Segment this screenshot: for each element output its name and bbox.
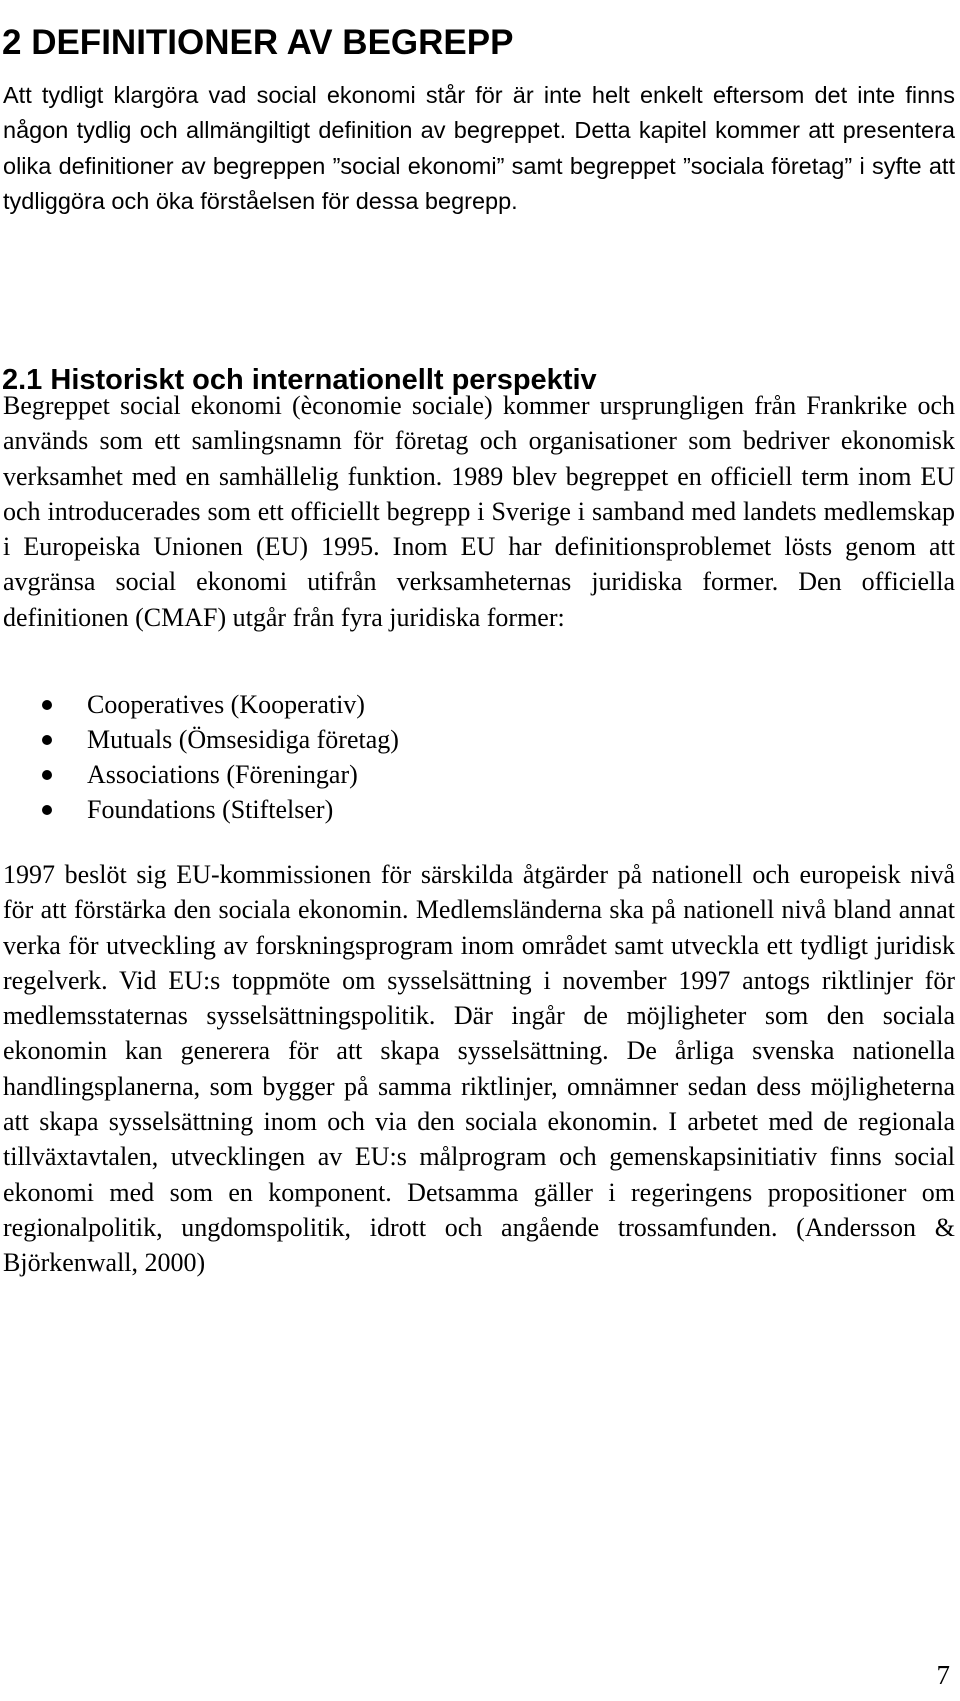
bullet-icon [42, 770, 52, 780]
section-paragraph-1: Begreppet social ekonomi (èconomie sociale) kommer ursprungligen från Frankrike och används som ett samlingsnamn för företag och organisationer som bedriver ekonomisk verksamhet med en samhällelig funktion. 1989 blev begreppet en officiell term inom EU och introducerades som ett officiellt begrepp i Sverige i samband med landets medlemskap i Europeiska Unionen (EU) 1995. Inom EU har definitionsproblemet lösts genom att avgränsa social ekonomi utifrån verksamheternas juridiska former. Den officiella definitionen (CMAF) utgår från fyra juridiska former: [3, 391, 955, 632]
chapter-intro-paragraph: Att tydligt klargöra vad social ekonomi står för är inte helt enkelt eftersom det inte finns någon tydlig och allmängiltigt definition av begreppet. Detta kapitel kommer att presentera olika definitioner av begreppen ”social ekonomi” samt begreppet ”sociala företag” i syfte att tydliggöra och öka förståelsen för dessa begrepp. [3, 82, 955, 214]
bullet-icon [42, 735, 52, 745]
list-item [0, 722, 399, 757]
legal-forms-list [0, 687, 399, 827]
bullet-icon [42, 805, 52, 815]
list-item-label: Associations (Föreningar) [87, 760, 358, 789]
page-number: 7 [936, 1660, 950, 1690]
list-item [0, 687, 399, 722]
list-item [0, 792, 399, 827]
section-paragraph-2: 1997 beslöt sig EU-kommissionen för särskilda åtgärder på nationell och europeisk nivå för att förstärka den sociala ekonomin. Medlemsländerna ska på nationell nivå bland annat verka för utveckling av forskningsprogram inom området samt utveckla ett tydligt juridisk regelverk. Vid EU:s toppmöte om sysselsättning i november 1997 antogs riktlinjer för medlemsstaternas sysselsättningspolitik. Där ingår de möjligheter som den sociala ekonomin kan generera för att skapa sysselsättning. De årliga svenska nationella handlingsplanerna, som bygger på samma riktlinjer, omnämner sedan dess möjligheterna att skapa sysselsättning inom och via den sociala ekonomin. I arbetet med de regionala tillväxtavtalen, utvecklingen av EU:s målprogram och gemenskapsinitiativ finns social ekonomi med som en komponent. Detsamma gäller i regeringens propositioner om regionalpolitik, ungdomspolitik, idrott och angående trossamfunden. (Andersson & Björkenwall, 2000) [3, 860, 955, 1278]
list-item-label: Mutuals (Ömsesidiga företag) [87, 725, 399, 754]
section-heading: 2.1 Historiskt och internationellt perspektiv [2, 364, 597, 397]
list-item-label: Cooperatives (Kooperativ) [87, 690, 365, 719]
list-item-label: Foundations (Stiftelser) [87, 795, 334, 824]
chapter-heading: 2 DEFINITIONER AV BEGREPP [2, 23, 514, 63]
list-item [0, 757, 399, 792]
bullet-icon [42, 700, 52, 710]
